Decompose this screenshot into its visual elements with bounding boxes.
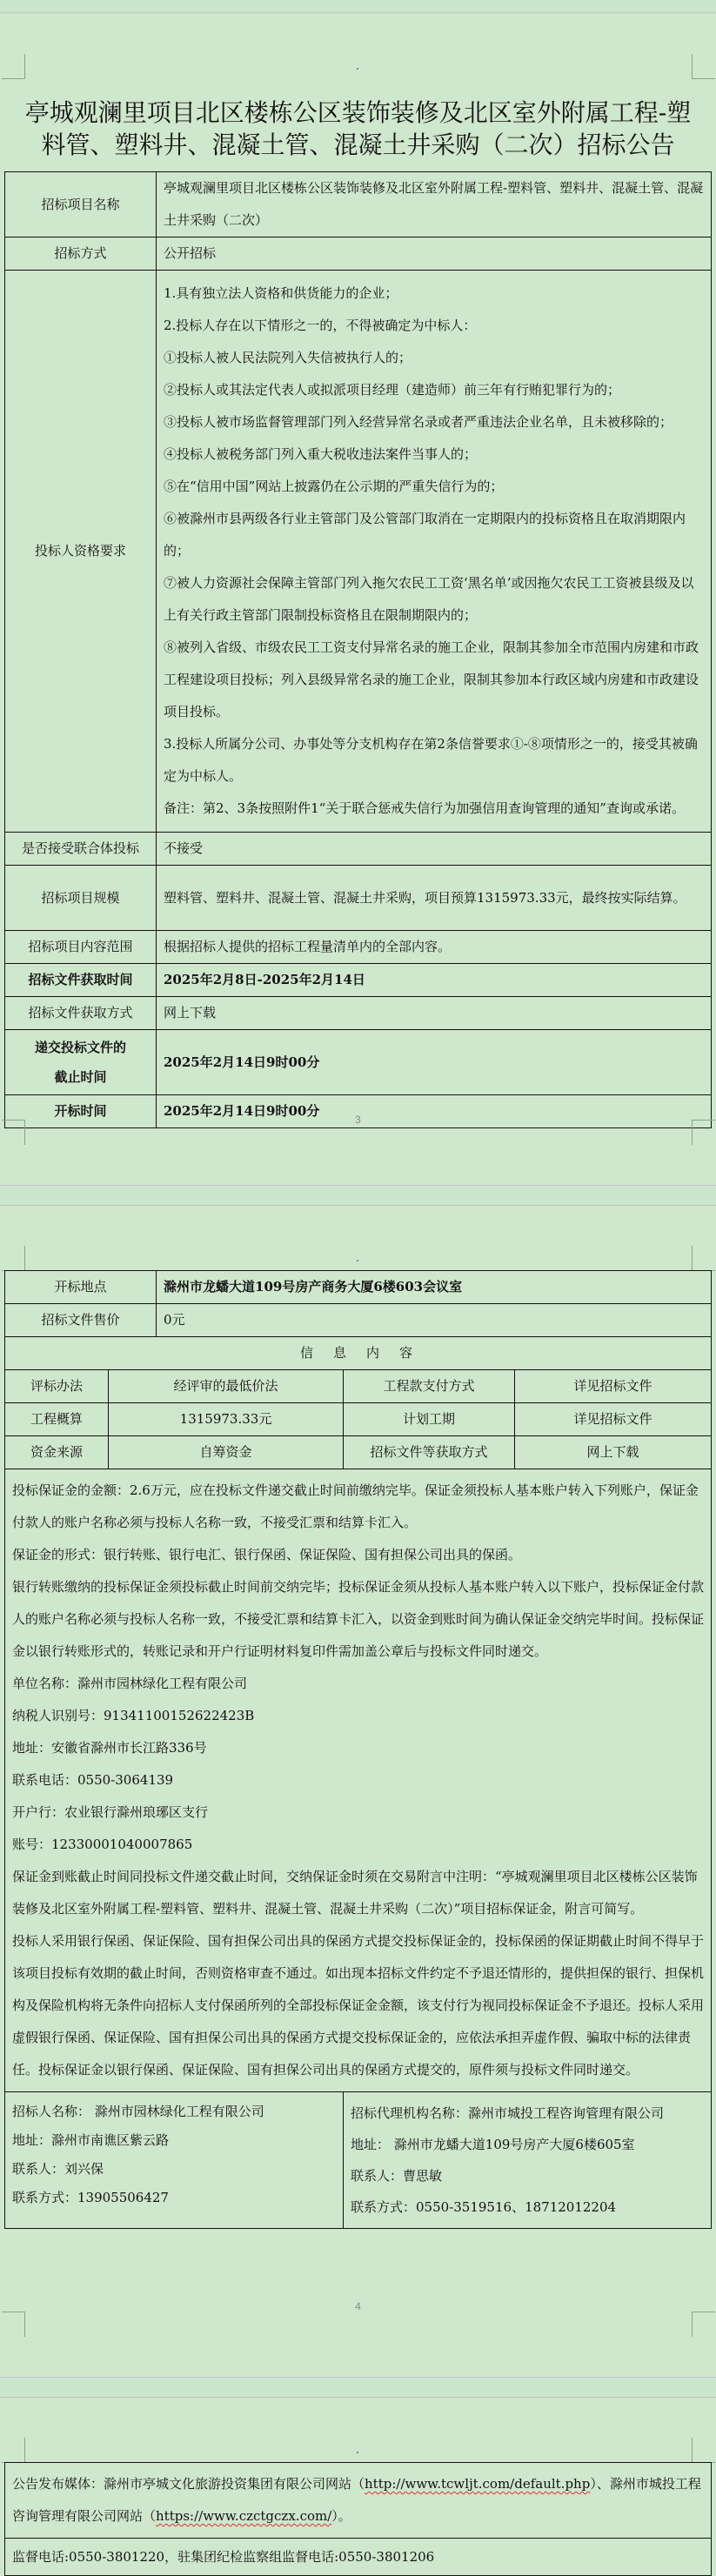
project-name-value: 亭城观澜里项目北区楼栋公区装饰装修及北区室外附属工程-塑料管、塑料井、混凝土管、混凝土井采购（二次） [157, 172, 712, 238]
table-row [5, 2539, 712, 2576]
deposit-section [5, 1469, 712, 2092]
table-row [5, 964, 712, 997]
requirement-line: ⑧被列入省级、市级农民工工资支付异常名录的施工企业，限制其参加全市范围内房建和市政工程建设项目投标；列入县级异常名录的施工企业，限制其参加本行政区域内房建和市政建设项目投标。 [164, 639, 699, 719]
agency-phone: 联系方式：0550-3519516、18712012204 [351, 2199, 617, 2215]
requirement-line: 1.具有独立法人资格和供货能力的企业； [164, 285, 398, 301]
agency-contact: 联系人：曹思敏 [351, 2168, 443, 2184]
bid-detail-table [4, 1270, 712, 2229]
table-row [5, 271, 712, 833]
table-row [5, 1030, 712, 1095]
bid-info-table [4, 171, 712, 1128]
row-label: 招标文件售价 [5, 1304, 157, 1337]
project-scale-value: 塑料管、塑料井、混凝土管、混凝土井采购，项目预算1315973.33元，最终按实际结算。 [157, 866, 712, 931]
label-line: 截止时间 [54, 1069, 107, 1085]
crop-mark [692, 2312, 715, 2337]
publication-table [4, 2462, 712, 2576]
requirement-line: ⑤在“信用中国”网站上披露仍在公示期的严重失信行为的； [164, 478, 504, 494]
requirement-line: ③投标人被市场监督管理部门列入经营异常名录或者严重违法企业名单，且未被移除的； [164, 414, 673, 430]
table-row [5, 866, 712, 931]
table-row [5, 1403, 712, 1436]
page-gap [0, 0, 716, 13]
opening-place-value: 滁州市龙蟠大道109号房产商务大厦6楼603会议室 [157, 1271, 712, 1304]
crop-mark [2, 2438, 25, 2463]
media-link-czctgczx[interactable]: https://www.czctgczx.com/ [156, 2508, 332, 2524]
crop-mark [692, 1246, 715, 1271]
row-label: 招标文件获取时间 [5, 964, 157, 997]
media-text: ）、滁州市城投工程咨询管理有限公司网站（ [12, 2476, 701, 2524]
supervision-phones: 监督电话:0550-3801220，驻集团纪检监察组监督电话:0550-3801206 [5, 2539, 712, 2576]
deposit-line: 银行转账缴纳的投标保证金须投标截止时间前交纳完毕；投标保证金须从投标人基本账户转入以下账户，投标保证金付款人的账户名称必须与投标人名称一致，不接受汇票和结算卡汇入，以资金到账时间为确认保证金交纳完毕时间。投标保证金以银行转账形式的，转账记录和开户行证明材料复印件需加盖公章后与投标文件同时递交。 [12, 1579, 705, 1659]
content-scope-value: 根据招标人提供的招标工程量清单内的全部内容。 [157, 931, 712, 964]
tenderer-contact: 联系人：刘兴保 [12, 2161, 104, 2177]
requirement-line: ①投标人被人民法院列入失信被执行人的； [164, 350, 412, 365]
submission-deadline-value: 2025年2月14日9时00分 [157, 1030, 712, 1095]
deposit-line: 纳税人识别号：9134110015262242​3B [12, 1708, 255, 1723]
table-row [5, 238, 712, 271]
publication-media [5, 2463, 712, 2539]
deposit-line: 联系电话：0550-3064139 [12, 1772, 174, 1788]
header-mark [357, 1260, 358, 1261]
requirement-line: ④投标人被税务部门列入重大税收违法案件当事人的； [164, 446, 478, 462]
table-row [5, 1271, 712, 1304]
consortium-value: 不接受 [157, 833, 712, 866]
table-row [5, 1436, 712, 1469]
row-label [5, 1030, 157, 1095]
table-row [5, 2092, 712, 2229]
row-label: 开标时间 [5, 1095, 157, 1128]
grid-label: 评标办法 [5, 1370, 109, 1403]
agency-name: 招标代理机构名称：滁州市城投工程咨询管理有限公司 [351, 2105, 665, 2121]
grid-value: 详见招标文件 [515, 1370, 712, 1403]
header-mark [357, 68, 358, 70]
grid-label: 资金来源 [5, 1436, 109, 1469]
crop-mark [2, 54, 25, 79]
bid-method-value: 公开招标 [157, 238, 712, 271]
crop-mark [2, 1120, 25, 1145]
media-text: 公告发布媒体：滁州市亭城文化旅游投资集团有限公司网站（ [12, 2476, 365, 2492]
row-label: 投标人资格要求 [5, 271, 157, 833]
tenderer-address: 地址：滁州市南谯区紫云路 [12, 2132, 170, 2148]
crop-mark [692, 1120, 715, 1145]
table-row [5, 172, 712, 238]
table-row [5, 833, 712, 866]
row-label: 招标项目名称 [5, 172, 157, 238]
table-row [5, 931, 712, 964]
grid-label: 工程概算 [5, 1403, 109, 1436]
grid-value: 详见招标文件 [515, 1403, 712, 1436]
table-row [5, 997, 712, 1030]
opening-time-value: 2025年2月14日9时00分 [157, 1095, 712, 1128]
row-label: 招标方式 [5, 238, 157, 271]
table-row [5, 1469, 712, 2092]
doc-obtain-time-value: 2025年2月8日-2025年2月14日 [157, 964, 712, 997]
requirement-line: ②投标人或其法定代表人或拟派项目经理（建造师）前三年有行贿犯罪行为的； [164, 382, 621, 398]
grid-value: 经评审的最低价法 [109, 1370, 344, 1403]
requirement-line: 3.投标人所属分公司、办事处等分支机构存在第2条信誉要求①-⑧项情形之一的，接受其被确定为中标人。 [164, 736, 698, 784]
agency-info [344, 2092, 712, 2229]
requirement-line: ⑥被滁州市县两级各行业主管部门及公管部门取消在一定期限内的投标资格且在取消期限内的； [164, 511, 686, 559]
media-link-tcwljt[interactable]: http://www.tcwljt.com/default.php [365, 2476, 591, 2492]
grid-label: 工程款支付方式 [344, 1370, 515, 1403]
requirement-line: 备注：第2、3条按照附件1“关于联合惩戒失信行为加强信用查询管理的通知”查询或承诺。 [164, 800, 685, 816]
deposit-line: 地址：安徽省滁州市长江路336号 [12, 1740, 207, 1756]
table-row [5, 2463, 712, 2539]
label-line: 递交投标文件的 [34, 1040, 126, 1055]
grid-label: 计划工期 [344, 1403, 515, 1436]
crop-mark [692, 54, 715, 79]
page-number: 4 [355, 2300, 361, 2312]
grid-label: 招标文件等获取方式 [344, 1436, 515, 1469]
crop-mark [2, 2312, 25, 2337]
doc-obtain-method-value: 网上下载 [157, 997, 712, 1030]
table-row [5, 1337, 712, 1370]
crop-mark [2, 1246, 25, 1271]
tenderer-info [5, 2092, 344, 2229]
grid-value: 自筹资金 [109, 1436, 344, 1469]
deposit-line: 保证金的形式：银行转账、银行电汇、银行保函、保证保险、国有担保公司出具的保函。 [12, 1547, 522, 1562]
grid-value: 1315973.33元 [109, 1403, 344, 1436]
row-label: 是否接受联合体投标 [5, 833, 157, 866]
page-title: 亭城观澜里项目北区楼栋公区装饰装修及北区室外附属工程-塑料管、塑料井、混凝土管、混凝土井采购（二次）招标公告 [24, 97, 692, 159]
doc-price-value: 0元 [157, 1304, 712, 1337]
deposit-line: 投标人采用银行保函、保证保险、国有担保公司出具的保函方式提交投标保证金的，投标保函的保证期截止时间不得早于该项目投标有效期的截止时间，否则资格审查不通过。如出现本招标文件约定不予退还情形的，提供担保的银行、担保机构及保险机构将无条件向招标人支付保函所列的全部投标保证金金额，该支付行为视同投标保证金不予退还。投标人采用虚假银行保函、保证保险、国有担保公司出具的保函方式提交投标保证金的，应依法承担弄虚作假、骗取中标的法律责任。投标保证金以银行保函、保证保险、国有担保公司出具的保函方式提交的，原件须与投标文件同时递交。 [12, 1933, 705, 2078]
row-label: 招标项目内容范围 [5, 931, 157, 964]
page-gap [0, 2377, 716, 2398]
deposit-line: 保证金到账截止时间同投标文件递交截止时间，交纳保证金时须在交易附言中注明：“亭城观澜里项目北区楼栋公区装饰装修及北区室外附属工程-塑料管、塑料井、混凝土管、混凝土井采购（二次）”项目招标保证金，附言可简写。 [12, 1869, 698, 1917]
grid-value: 网上下载 [515, 1436, 712, 1469]
tenderer-name: 招标人名称： 滁州市园林绿化工程有限公司 [12, 2104, 264, 2119]
row-label: 招标项目规模 [5, 866, 157, 931]
page-gap [0, 1185, 716, 1206]
deposit-line: 单位名称：滁州市园林绿化工程有限公司 [12, 1676, 248, 1691]
deposit-line: 开户行：农业银行滁州琅琊区支行 [12, 1804, 209, 1820]
requirement-line: 2.投标人存在以下情形之一的，不得被确定为中标人： [164, 318, 477, 333]
row-label: 开标地点 [5, 1271, 157, 1304]
qualification-requirements [157, 271, 712, 833]
media-text: ）。 [331, 2508, 351, 2524]
agency-address: 地址： 滁州市龙蟠大道109号房产大厦6楼605室 [351, 2137, 635, 2152]
deposit-line: 投标保证金的金额：2.6万元，应在投标文件递交截止时间前缴纳完毕。保证金须投标人基本账户转入下列账户，保证金付款人的账户名称必须与投标人名称一致，不接受汇票和结算卡汇入。 [12, 1482, 699, 1530]
row-label: 招标文件获取方式 [5, 997, 157, 1030]
header-mark [357, 2452, 358, 2453]
table-row [5, 1370, 712, 1403]
requirement-line: ⑦被人力资源社会保障主管部门列入拖欠农民工工资‘黑名单’或因拖欠农民工工资被县级及以上有关行政主管部门限制投标资格且在限制期限内的； [164, 575, 694, 623]
info-section-header: 信 息 内 容 [5, 1337, 712, 1370]
crop-mark [692, 2438, 715, 2463]
table-row [5, 1304, 712, 1337]
deposit-line: 账号：12330001040007865 [12, 1837, 193, 1852]
tenderer-phone: 联系方式：13905506427 [12, 2190, 169, 2205]
page-number: 3 [355, 1114, 361, 1126]
